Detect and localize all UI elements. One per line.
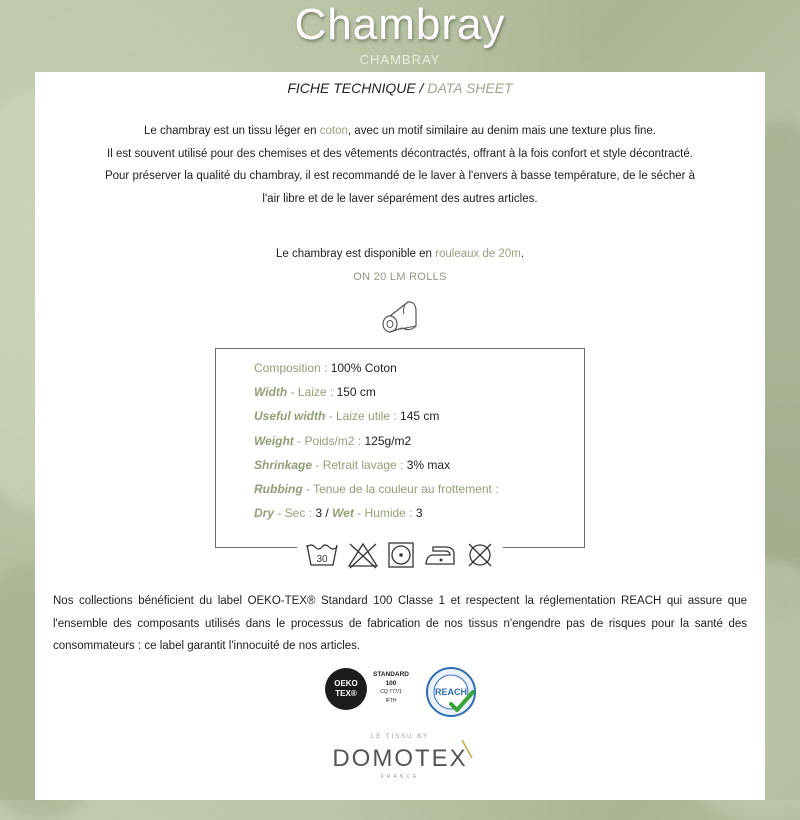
sheet-title-fr: FICHE TECHNIQUE <box>287 80 416 96</box>
certification-logos <box>325 666 485 718</box>
oeko-tex-text: Nos collections bénéficient du label OEKO-TEX® Standard 100 Classe 1 et respectent la réglementation REACH qui assure que l'ensemble des composants utilisés dans le processus de fabrication de nos tissus n'engendre pas de risques pour la santé des consommateurs : ce label garantit l'innocuité de nos articles. <box>53 595 747 652</box>
sheet-title <box>35 80 765 96</box>
intro-line-4: l'air libre et de le laver séparément des autres articles. <box>262 192 538 205</box>
care-symbols <box>297 538 503 572</box>
iron-low-icon <box>423 541 457 569</box>
page-title: Chambray <box>294 0 506 49</box>
spec-box <box>215 348 585 548</box>
spec-composition: Composition : 100% Coton <box>254 361 397 375</box>
page-subtitle: CHAMBRAY <box>359 52 441 67</box>
intro-text <box>55 120 745 210</box>
data-sheet-card <box>35 72 765 800</box>
wash-30-icon <box>305 541 339 569</box>
intro-accent: coton <box>319 125 348 137</box>
standard-100-label: STANDARD 100 CQ 777/1 IFTH <box>373 671 409 704</box>
wash-temp-label: 30 <box>316 554 328 565</box>
no-bleach-icon <box>347 541 379 569</box>
oeko-tex-logo: OEKO TEX® <box>325 668 367 710</box>
reach-logo <box>425 666 477 718</box>
sheet-title-en: DATA SHEET <box>427 80 513 96</box>
spec-dry-wet: Dry - Sec : 3 / Wet - Humide : 3 <box>254 506 423 521</box>
intro-line-2: Il est souvent utilisé pour des chemises et des vêtements décontractés, offrant à la fois confort et style décontracté. <box>107 147 693 160</box>
brand-name: DOMOTEX <box>332 745 468 772</box>
tumble-dry-low-icon <box>387 541 415 569</box>
spec-useful-width: Useful width - Laize utile : 145 cm <box>254 409 440 424</box>
spec-shrinkage: Shrinkage - Retrait lavage : 3% max <box>254 457 451 472</box>
reach-label: REACH <box>434 687 468 697</box>
brand-country: FRANCE <box>380 774 420 780</box>
spec-weight: Weight - Poids/m2 : 125g/m2 <box>254 433 412 448</box>
sheet-title-sep: / <box>415 80 428 96</box>
spec-list <box>254 361 574 530</box>
availability-text: Le chambray est disponible en rouleaux de 20m. <box>275 248 525 260</box>
spec-width: Width - Laize : 150 cm <box>254 385 376 400</box>
intro-line-3: Pour préserver la qualité du chambray, il est recommandé de le laver à l'envers à basse température, de le sécher à <box>104 170 696 182</box>
availability-accent: rouleaux de 20m <box>435 248 521 260</box>
availability-english: ON 20 LM ROLLS <box>353 271 447 283</box>
spec-rubbing: Rubbing - Tenue de la couleur au frottement : <box>254 481 499 496</box>
needle-icon <box>460 738 474 760</box>
no-dry-clean-icon <box>465 541 495 569</box>
intro-line-1: Le chambray est un tissu léger en coton, avec un motif similaire au denim mais une texture plus fine. <box>143 125 657 137</box>
fabric-roll-icon <box>380 298 420 339</box>
brand-tagline: LE TISSU BY <box>370 734 430 740</box>
domotex-logo <box>300 732 500 792</box>
